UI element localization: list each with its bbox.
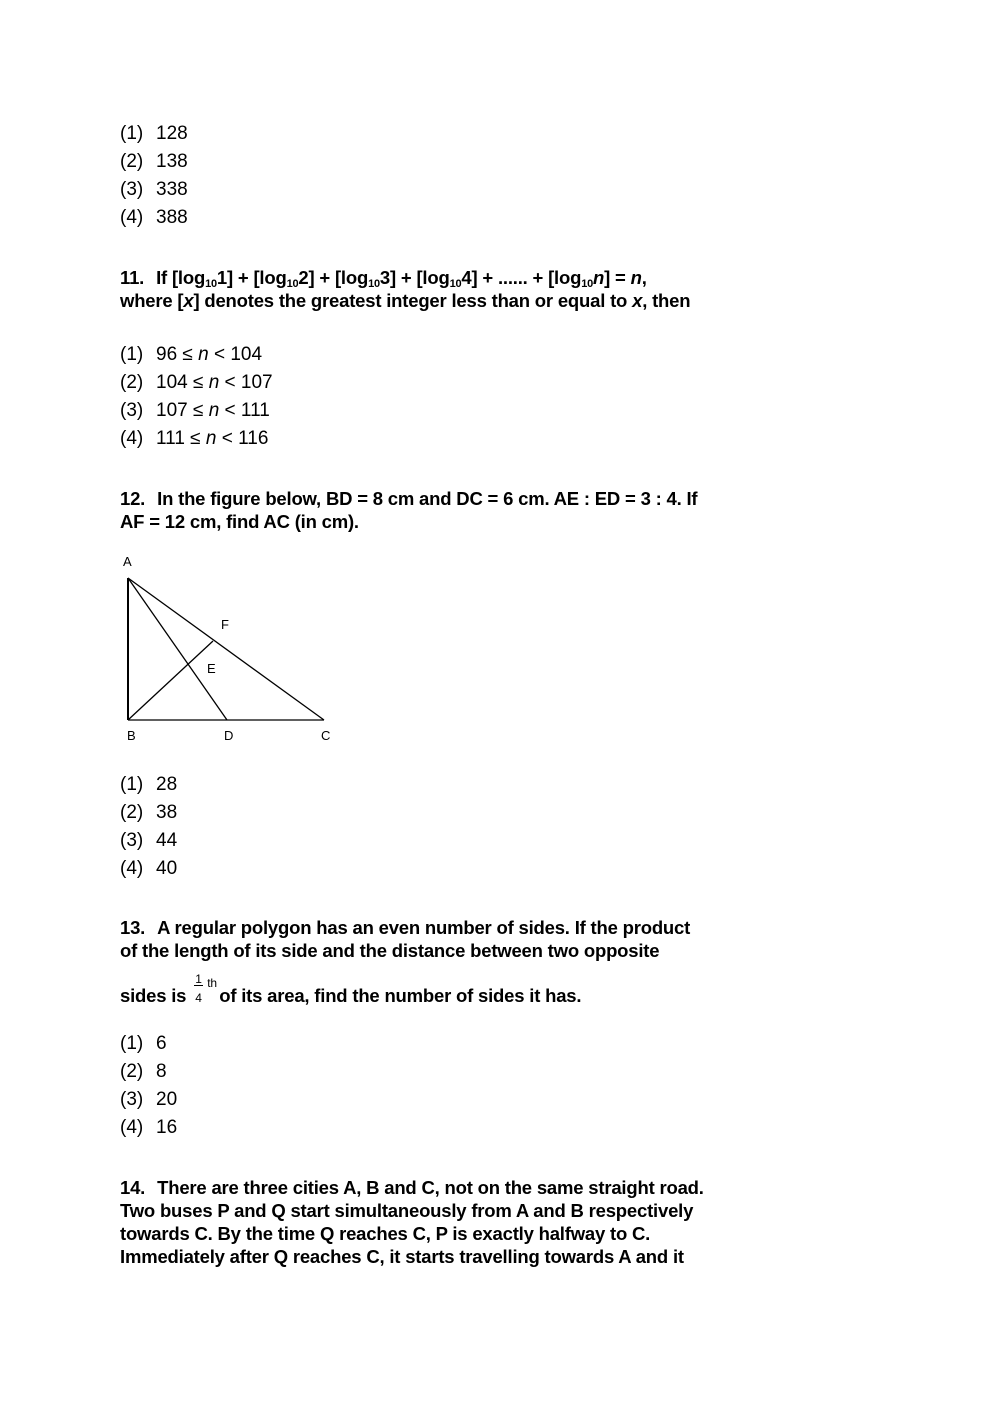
- label-C: C: [321, 728, 331, 743]
- q11-option-1: (1) 96 ≤ n < 104: [120, 344, 263, 365]
- q12-option-2: (2) 38: [120, 802, 178, 823]
- q11-line2: where [x] denotes the greatest integer less than or equal to x, then: [120, 290, 691, 311]
- label-F: F: [221, 617, 229, 632]
- q10-option-4: (4) 388: [120, 207, 188, 228]
- q13-option-3: (3) 20: [120, 1089, 178, 1110]
- q12-line2: AF = 12 cm, find AC (in cm).: [120, 511, 359, 532]
- q10-option-2: (2) 138: [120, 151, 188, 172]
- q11-stem: [120, 266, 800, 312]
- q13-line2: of the length of its side and the distance between two opposite: [120, 940, 660, 961]
- q12-option-1: (1) 28: [120, 774, 178, 795]
- q10-option-3: (3) 338: [120, 179, 188, 200]
- q13-line1: 13. A regular polygon has an even number of sides. If the product: [120, 917, 691, 938]
- q13-option-2: (2) 8: [120, 1061, 167, 1082]
- q14-line1: 14. There are three cities A, B and C, not on the same straight road.: [120, 1177, 704, 1198]
- label-D: D: [224, 728, 234, 743]
- q11-option-4: (4) 111 ≤ n < 116: [120, 428, 269, 449]
- q11-line1: 11. If $[\log_{10}1] + [\log_{10}2] + [\log_{10}3] + [\log_{10}4]$ + ...... + $[\log_{10}n] = n$,: [120, 267, 647, 290]
- q11-option-2: (2) 104 ≤ n < 107: [120, 372, 273, 393]
- q14-stem: [120, 1176, 800, 1268]
- label-E: E: [207, 661, 216, 676]
- fraction-one-fourth: 1 4 th: [195, 972, 217, 1005]
- q13-stem: [120, 916, 800, 1007]
- q14-line3: towards C. By the time Q reaches C, P is exactly halfway to C.: [120, 1223, 651, 1244]
- q14-line2: Two buses P and Q start simultaneously from A and B respectively: [120, 1200, 694, 1221]
- q13-line3: sides is 1 4 th of its area, find the number of sides it has.: [120, 972, 582, 1006]
- q11-option-3: (3) 107 ≤ n < 111: [120, 400, 270, 421]
- q12-option-4: (4) 40: [120, 858, 178, 879]
- q13-option-1: (1) 6: [120, 1033, 167, 1054]
- q13-option-4: (4) 16: [120, 1117, 178, 1138]
- label-B: B: [127, 728, 136, 743]
- q10-option-1: (1) 128: [120, 123, 188, 144]
- q14-line4: Immediately after Q reaches C, it starts travelling towards A and it: [120, 1246, 684, 1267]
- q12-stem: [120, 487, 800, 533]
- label-A: A: [123, 554, 132, 569]
- q12-line1: 12. In the figure below, BD = 8 cm and DC = 6 cm. AE : ED = 3 : 4. If: [120, 488, 698, 509]
- q12-option-3: (3) 44: [120, 830, 178, 851]
- triangle-figure: [110, 548, 350, 748]
